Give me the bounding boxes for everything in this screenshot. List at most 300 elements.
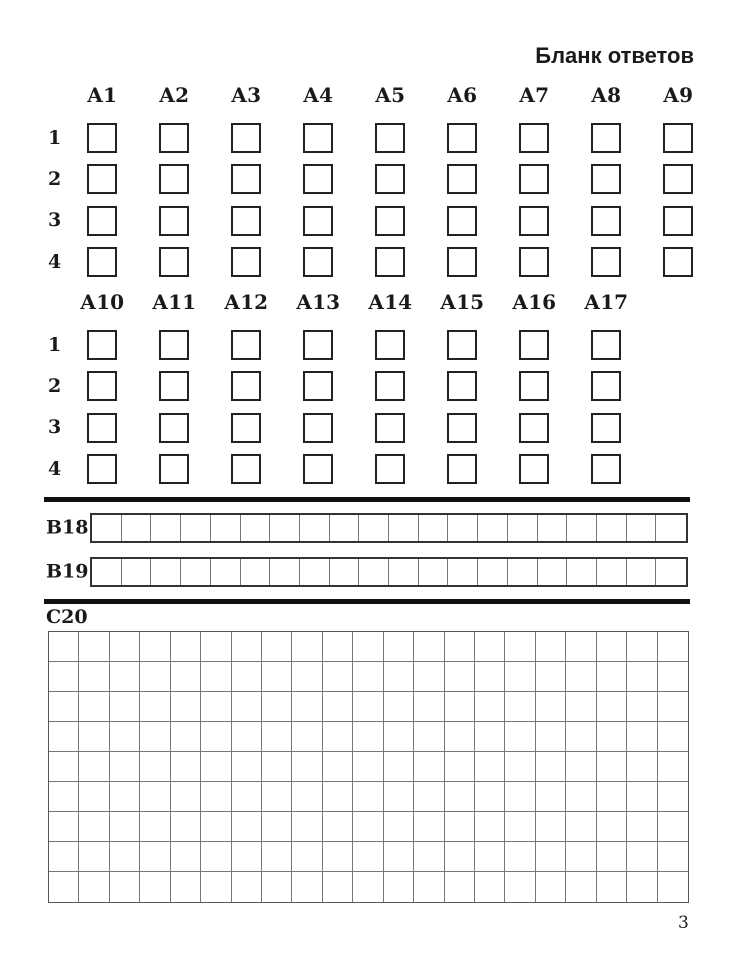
- answer-letter-cell[interactable]: [656, 515, 686, 541]
- answer-checkbox[interactable]: [447, 164, 477, 194]
- grid-cell: [414, 632, 444, 662]
- grid-cell: [536, 632, 566, 662]
- answer-cell-wrap: [519, 123, 591, 164]
- answer-letter-cell[interactable]: [478, 515, 508, 541]
- answer-checkbox[interactable]: [447, 206, 477, 236]
- grid-cell: [658, 872, 688, 902]
- answer-letter-cell[interactable]: [241, 559, 271, 585]
- grid-cell: [566, 842, 596, 872]
- answer-letter-cell[interactable]: [448, 515, 478, 541]
- answer-checkbox[interactable]: [87, 371, 117, 401]
- answer-checkbox[interactable]: [159, 454, 189, 484]
- answer-checkbox[interactable]: [447, 371, 477, 401]
- grid-cell: [49, 722, 79, 752]
- answer-checkbox[interactable]: [159, 123, 189, 153]
- answer-letter-cell[interactable]: [330, 515, 360, 541]
- answer-letter-cell[interactable]: [419, 515, 449, 541]
- grid-cell: [262, 662, 292, 692]
- grid-cell: [384, 662, 414, 692]
- answer-cell-wrap: [591, 123, 663, 164]
- answer-cell-wrap: [159, 454, 231, 495]
- row-label: [44, 413, 87, 443]
- answer-letter-cell[interactable]: [627, 559, 657, 585]
- answer-letter-cell[interactable]: [92, 559, 122, 585]
- answer-letter-cell[interactable]: [151, 515, 181, 541]
- answer-checkbox[interactable]: [87, 123, 117, 153]
- grid-cell: [292, 662, 322, 692]
- grid-cell: [323, 632, 353, 662]
- answer-checkbox[interactable]: [519, 413, 549, 443]
- grid-cell: [627, 782, 657, 812]
- grid-cell: [658, 842, 688, 872]
- page-number: 3: [678, 913, 689, 933]
- grid-cell: [597, 872, 627, 902]
- answer-checkbox[interactable]: [303, 371, 333, 401]
- answer-cell-wrap: [303, 413, 375, 454]
- answer-cell-wrap: [159, 206, 231, 247]
- answer-cell-wrap: [87, 454, 159, 495]
- grid-cell: [536, 692, 566, 722]
- answer-cell-wrap: [303, 371, 375, 412]
- grid-cell: [414, 782, 444, 812]
- column-header: [295, 290, 375, 330]
- grid-cell: [171, 782, 201, 812]
- column-header: [439, 290, 519, 330]
- answer-checkbox[interactable]: [159, 413, 189, 443]
- answer-letter-cell[interactable]: [597, 559, 627, 585]
- grid-cell: [475, 752, 505, 782]
- answer-grid-a1-a9: [44, 85, 735, 289]
- b19-row: [44, 557, 690, 587]
- answer-letter-cell[interactable]: [270, 559, 300, 585]
- grid-cell: [79, 662, 109, 692]
- grid-cell: [171, 632, 201, 662]
- answer-cell-wrap: [447, 206, 519, 247]
- answer-checkbox[interactable]: [519, 454, 549, 484]
- grid-cell: [171, 692, 201, 722]
- grid-cell: [566, 632, 596, 662]
- grid-cell: [475, 872, 505, 902]
- answer-checkbox[interactable]: [159, 206, 189, 236]
- answer-checkbox[interactable]: [231, 123, 261, 153]
- column-header: [87, 85, 159, 123]
- column-header: [231, 85, 303, 123]
- column-header-label: А9: [662, 83, 694, 107]
- grid-cell: [323, 722, 353, 752]
- grid-cell: [110, 782, 140, 812]
- grid-cell: [201, 782, 231, 812]
- grid-cell: [201, 872, 231, 902]
- answer-cell-wrap: [375, 123, 447, 164]
- grid-cell: [627, 752, 657, 782]
- column-header: [79, 290, 159, 330]
- column-header: [367, 290, 447, 330]
- answer-letter-cell[interactable]: [359, 559, 389, 585]
- answer-checkbox[interactable]: [303, 164, 333, 194]
- answer-checkbox[interactable]: [159, 247, 189, 277]
- answer-checkbox[interactable]: [591, 413, 621, 443]
- grid-cell: [505, 752, 535, 782]
- answer-checkbox[interactable]: [519, 371, 549, 401]
- grid-cell: [292, 692, 322, 722]
- grid-cell: [384, 752, 414, 782]
- answer-cell-wrap: [663, 206, 735, 247]
- column-header-label: А14: [367, 290, 413, 314]
- answer-letter-cell[interactable]: [567, 515, 597, 541]
- grid-cell: [353, 842, 383, 872]
- column-header-label: А10: [79, 290, 125, 314]
- column-header-label: А12: [223, 290, 269, 314]
- answer-cell-wrap: [447, 123, 519, 164]
- answer-cell-wrap: [663, 247, 735, 288]
- answer-checkbox[interactable]: [231, 371, 261, 401]
- grid-cell: [445, 842, 475, 872]
- answer-cell-wrap: [231, 454, 303, 495]
- column-header: [375, 85, 447, 123]
- answer-checkbox[interactable]: [303, 123, 333, 153]
- grid-cell: [110, 872, 140, 902]
- answer-cell-wrap: [231, 330, 303, 371]
- answer-checkbox[interactable]: [87, 413, 117, 443]
- answer-cell-wrap: [375, 454, 447, 495]
- answer-letter-cell[interactable]: [538, 515, 568, 541]
- answer-checkbox[interactable]: [159, 330, 189, 360]
- grid-cell: [171, 842, 201, 872]
- grid-cell: [353, 632, 383, 662]
- answer-letter-cell[interactable]: [300, 515, 330, 541]
- answer-checkbox[interactable]: [231, 454, 261, 484]
- answer-letter-cell[interactable]: [181, 559, 211, 585]
- column-header-label: А8: [590, 83, 622, 107]
- answer-checkbox[interactable]: [87, 164, 117, 194]
- column-header: [511, 290, 591, 330]
- grid-cell: [171, 752, 201, 782]
- grid-cell: [262, 812, 292, 842]
- answer-letter-cell[interactable]: [270, 515, 300, 541]
- answer-cell-wrap: [231, 247, 303, 288]
- answer-checkbox[interactable]: [663, 206, 693, 236]
- row-label-text: 1: [48, 333, 62, 356]
- answer-letter-cell[interactable]: [181, 515, 211, 541]
- grid-cell: [627, 872, 657, 902]
- grid-cell: [140, 842, 170, 872]
- grid-cell: [171, 812, 201, 842]
- grid-cell: [292, 872, 322, 902]
- grid-cell: [232, 722, 262, 752]
- answer-letter-cell[interactable]: [330, 559, 360, 585]
- answer-checkbox[interactable]: [231, 247, 261, 277]
- grid-cell: [353, 782, 383, 812]
- answer-letter-cell[interactable]: [241, 515, 271, 541]
- grid-cell: [566, 812, 596, 842]
- grid-cell: [110, 842, 140, 872]
- answer-checkbox[interactable]: [375, 247, 405, 277]
- column-header-label: А13: [295, 290, 341, 314]
- grid-cell: [140, 692, 170, 722]
- answer-letter-cell[interactable]: [211, 515, 241, 541]
- row-label-text: 3: [48, 416, 62, 439]
- grid-cell: [262, 632, 292, 662]
- answer-cell-wrap: [159, 371, 231, 412]
- grid-cell: [232, 782, 262, 812]
- answer-cell-wrap: [303, 330, 375, 371]
- row-label-text: 3: [48, 209, 62, 232]
- answer-letter-cell[interactable]: [508, 515, 538, 541]
- answer-letter-cell[interactable]: [597, 515, 627, 541]
- grid-cell: [323, 692, 353, 722]
- answer-checkbox[interactable]: [375, 413, 405, 443]
- grid-cell: [597, 662, 627, 692]
- grid-cell: [658, 812, 688, 842]
- grid-cell: [505, 662, 535, 692]
- answer-cell-wrap: [591, 206, 663, 247]
- grid-cell: [323, 842, 353, 872]
- grid-cell: [140, 662, 170, 692]
- grid-cell: [475, 692, 505, 722]
- row-label: [44, 123, 87, 153]
- answer-letter-cell[interactable]: [389, 559, 419, 585]
- answer-checkbox[interactable]: [231, 206, 261, 236]
- answer-checkbox[interactable]: [303, 247, 333, 277]
- answer-letter-cell[interactable]: [122, 559, 152, 585]
- answer-checkbox[interactable]: [447, 413, 477, 443]
- answer-checkbox[interactable]: [303, 454, 333, 484]
- grid-cell: [262, 782, 292, 812]
- answer-checkbox[interactable]: [375, 123, 405, 153]
- answer-letter-cell[interactable]: [122, 515, 152, 541]
- answer-checkbox[interactable]: [159, 164, 189, 194]
- answer-letter-cell[interactable]: [656, 559, 686, 585]
- answer-letter-cell[interactable]: [211, 559, 241, 585]
- answer-checkbox[interactable]: [663, 123, 693, 153]
- answer-checkbox[interactable]: [591, 206, 621, 236]
- answer-cell-wrap: [519, 330, 591, 371]
- column-header: [583, 290, 663, 330]
- grid-cell: [323, 812, 353, 842]
- answer-cell-wrap: [159, 413, 231, 454]
- b18-label: В18: [46, 516, 89, 539]
- grid-cell: [414, 872, 444, 902]
- row-label-text: 2: [48, 167, 62, 190]
- answer-letter-cell[interactable]: [508, 559, 538, 585]
- answer-letter-cell[interactable]: [300, 559, 330, 585]
- grid-cell: [536, 662, 566, 692]
- answer-cell-wrap: [87, 123, 159, 164]
- answer-checkbox[interactable]: [519, 206, 549, 236]
- grid-cell: [627, 722, 657, 752]
- answer-checkbox[interactable]: [447, 454, 477, 484]
- answer-cell-wrap: [231, 123, 303, 164]
- grid-cell: [171, 662, 201, 692]
- grid-cell: [536, 782, 566, 812]
- answer-checkbox[interactable]: [519, 123, 549, 153]
- answer-checkbox[interactable]: [591, 164, 621, 194]
- grid-cell: [232, 842, 262, 872]
- grid-cell: [110, 812, 140, 842]
- answer-letter-cell[interactable]: [151, 559, 181, 585]
- grid-cell: [445, 692, 475, 722]
- answer-checkbox[interactable]: [447, 247, 477, 277]
- grid-cell: [140, 632, 170, 662]
- answer-checkbox[interactable]: [663, 164, 693, 194]
- answer-checkbox[interactable]: [591, 247, 621, 277]
- answer-cell-wrap: [447, 330, 519, 371]
- row-label-text: 4: [48, 457, 62, 480]
- answer-checkbox[interactable]: [591, 371, 621, 401]
- grid-cell: [110, 722, 140, 752]
- grid-cell: [49, 752, 79, 782]
- answer-cell-wrap: [375, 164, 447, 205]
- grid-cell: [110, 692, 140, 722]
- answer-cell-wrap: [87, 371, 159, 412]
- answer-letter-cell[interactable]: [359, 515, 389, 541]
- grid-cell: [201, 692, 231, 722]
- answer-checkbox[interactable]: [519, 164, 549, 194]
- answer-cell-wrap: [231, 371, 303, 412]
- grid-cell: [597, 722, 627, 752]
- grid-cell: [353, 872, 383, 902]
- grid-cell: [110, 662, 140, 692]
- answer-cell-wrap: [591, 454, 663, 495]
- grid-cell: [414, 722, 444, 752]
- grid-cell: [49, 782, 79, 812]
- answer-checkbox[interactable]: [303, 330, 333, 360]
- column-header-label: А16: [511, 290, 557, 314]
- answer-checkbox[interactable]: [591, 123, 621, 153]
- grid-cell: [566, 662, 596, 692]
- page-title: Бланк ответов: [535, 43, 694, 68]
- answer-checkbox[interactable]: [591, 330, 621, 360]
- column-header-label: А2: [158, 83, 190, 107]
- grid-cell: [49, 632, 79, 662]
- grid-cell: [505, 812, 535, 842]
- grid-cell: [79, 812, 109, 842]
- column-header-label: А4: [302, 83, 334, 107]
- grid-cell: [232, 632, 262, 662]
- answer-checkbox[interactable]: [87, 206, 117, 236]
- answer-cell-wrap: [231, 413, 303, 454]
- grid-cell: [475, 842, 505, 872]
- grid-cell: [353, 692, 383, 722]
- answer-checkbox[interactable]: [375, 454, 405, 484]
- answer-letter-cell[interactable]: [92, 515, 122, 541]
- answer-cell-wrap: [663, 164, 735, 205]
- answer-checkbox[interactable]: [447, 123, 477, 153]
- answer-letter-cell[interactable]: [448, 559, 478, 585]
- answer-cell-wrap: [591, 247, 663, 288]
- grid-cell: [140, 752, 170, 782]
- answer-cell-wrap: [519, 206, 591, 247]
- grid-cell: [505, 692, 535, 722]
- grid-cell: [414, 812, 444, 842]
- answer-checkbox[interactable]: [375, 206, 405, 236]
- answer-letter-cell[interactable]: [567, 559, 597, 585]
- grid-cell: [262, 692, 292, 722]
- column-header: [159, 85, 231, 123]
- answer-checkbox[interactable]: [303, 206, 333, 236]
- row-label: [44, 371, 87, 401]
- grid-cell: [140, 812, 170, 842]
- answer-checkbox[interactable]: [87, 247, 117, 277]
- answer-checkbox[interactable]: [159, 371, 189, 401]
- answer-letter-cell[interactable]: [389, 515, 419, 541]
- grid-cell: [49, 872, 79, 902]
- grid-cell: [292, 752, 322, 782]
- b18-row: [44, 513, 690, 543]
- answer-cell-wrap: [519, 371, 591, 412]
- answer-checkbox[interactable]: [519, 330, 549, 360]
- answer-checkbox[interactable]: [591, 454, 621, 484]
- column-header-label: А6: [446, 83, 478, 107]
- grid-cell: [658, 782, 688, 812]
- answer-cell-wrap: [159, 164, 231, 205]
- grid-cell: [505, 632, 535, 662]
- grid-cell: [445, 632, 475, 662]
- grid-cell: [536, 752, 566, 782]
- answer-checkbox[interactable]: [519, 247, 549, 277]
- grid-cell: [79, 782, 109, 812]
- grid-cell: [201, 842, 231, 872]
- grid-cell: [536, 722, 566, 752]
- answer-checkbox[interactable]: [375, 330, 405, 360]
- grid-cell: [475, 782, 505, 812]
- answer-checkbox[interactable]: [447, 330, 477, 360]
- answer-checkbox[interactable]: [87, 454, 117, 484]
- grid-cell: [384, 722, 414, 752]
- answer-letter-cell[interactable]: [478, 559, 508, 585]
- grid-cell: [414, 692, 444, 722]
- answer-checkbox[interactable]: [663, 247, 693, 277]
- answer-letter-cell[interactable]: [419, 559, 449, 585]
- row-label-text: 4: [48, 250, 62, 273]
- answer-checkbox[interactable]: [87, 330, 117, 360]
- grid-cell: [445, 752, 475, 782]
- answer-cell-wrap: [303, 247, 375, 288]
- grid-cell: [505, 722, 535, 752]
- answer-checkbox[interactable]: [231, 164, 261, 194]
- column-header-label: А1: [86, 83, 118, 107]
- answer-cell-wrap: [591, 413, 663, 454]
- c20-answer-area[interactable]: [48, 631, 689, 903]
- grid-cell: [201, 812, 231, 842]
- grid-cell: [566, 722, 596, 752]
- grid-cell: [262, 752, 292, 782]
- answer-checkbox[interactable]: [231, 330, 261, 360]
- grid-cell: [445, 872, 475, 902]
- grid-cell: [323, 752, 353, 782]
- grid-cell: [627, 662, 657, 692]
- section-divider-top: [44, 497, 690, 502]
- answer-cell-wrap: [303, 454, 375, 495]
- grid-cell: [79, 842, 109, 872]
- grid-cell: [262, 872, 292, 902]
- answer-checkbox[interactable]: [375, 371, 405, 401]
- grid-cell: [292, 722, 322, 752]
- answer-checkbox[interactable]: [231, 413, 261, 443]
- answer-letter-cell[interactable]: [538, 559, 568, 585]
- grid-cell: [292, 782, 322, 812]
- grid-cell: [505, 782, 535, 812]
- grid-cell: [323, 872, 353, 902]
- grid-cell: [201, 752, 231, 782]
- answer-letter-cell[interactable]: [627, 515, 657, 541]
- answer-cell-wrap: [375, 330, 447, 371]
- grid-cell: [627, 812, 657, 842]
- grid-cell: [171, 872, 201, 902]
- answer-checkbox[interactable]: [375, 164, 405, 194]
- answer-checkbox[interactable]: [303, 413, 333, 443]
- b19-answer-strip: [90, 557, 688, 587]
